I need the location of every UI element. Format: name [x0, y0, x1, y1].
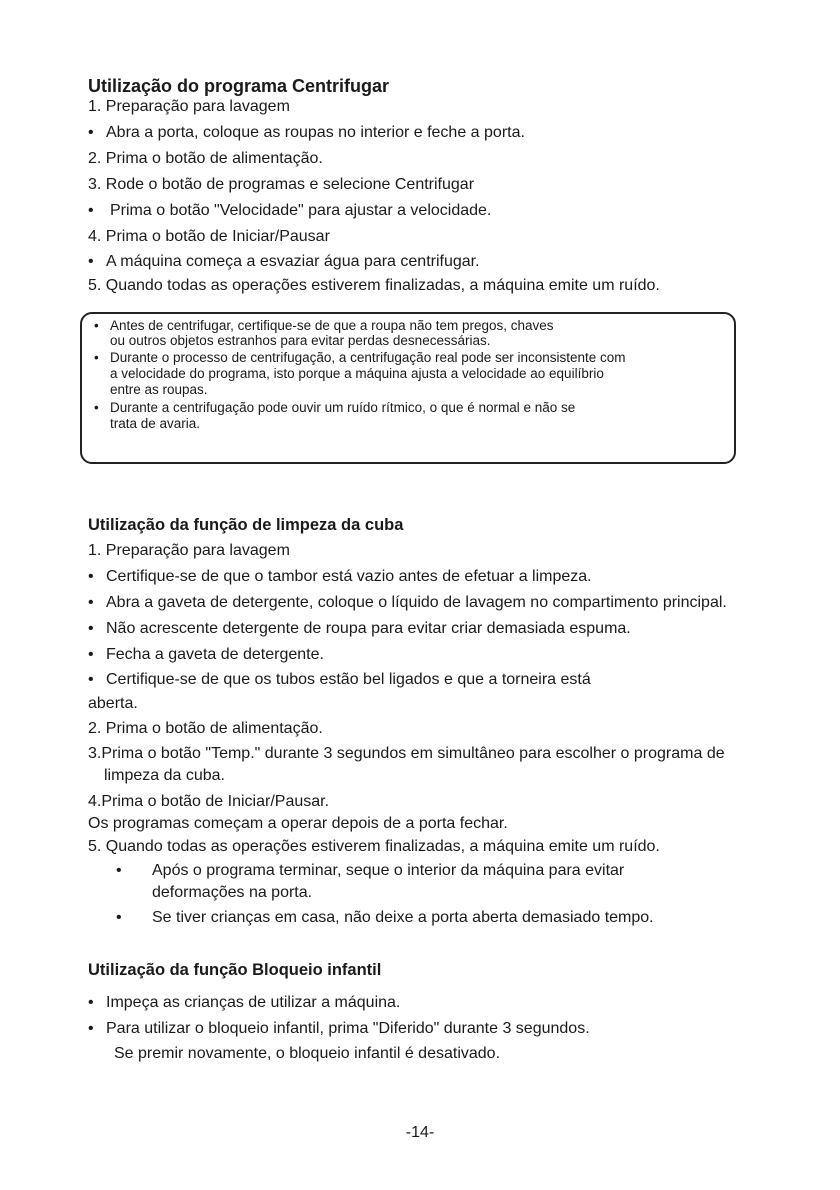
tub-bullet-4-text: Fecha a gaveta de detergente. — [106, 646, 324, 663]
tub-bullet-4: • Fecha a gaveta de detergente. — [88, 646, 324, 663]
tub-bullet-1-text: Certifique-se de que o tambor está vazio antes de efetuar a limpeza. — [106, 568, 592, 585]
note-box — [80, 312, 736, 464]
tub-sub-bullet-2: • Se tiver crianças em casa, não deixe a porta aberta demasiado tempo. — [116, 909, 654, 926]
tub-sub-bullet-1-cont: deformações na porta. — [152, 884, 313, 901]
lock-bullet-1: • Impeça as crianças de utilizar a máquina. — [88, 994, 401, 1011]
spin-bullet-1: • Abra a porta, coloque as roupas no interior e feche a porta. — [88, 124, 525, 141]
lock-bullet-2: • Para utilizar o bloqueio infantil, prima "Diferido" durante 3 segundos. — [88, 1020, 590, 1037]
section-title-child-lock: Utilização da função Bloqueio infantil — [88, 961, 382, 979]
tub-step-3-cont: limpeza da cuba. — [104, 767, 225, 784]
spin-bullet-3-text: A máquina começa a esvaziar água para centrifugar. — [106, 253, 480, 270]
tub-bullet-2-text: Abra a gaveta de detergente, coloque o líquido de lavagem no compartimento principal. — [106, 594, 727, 611]
tub-step-3: 3.Prima o botão "Temp." durante 3 segundos em simultâneo para escolher o programa de — [88, 745, 725, 762]
tub-sub-bullet-2-text: Se tiver crianças em casa, não deixe a porta aberta demasiado tempo. — [152, 909, 654, 926]
spin-step-3: 3. Rode o botão de programas e selecione Centrifugar — [88, 176, 475, 193]
spin-step-5: 5. Quando todas as operações estiverem finalizadas, a máquina emite um ruído. — [88, 277, 660, 294]
tub-bullet-3: • Não acrescente detergente de roupa para evitar criar demasiada espuma. — [88, 620, 631, 637]
spin-bullet-3: • A máquina começa a esvaziar água para centrifugar. — [88, 253, 480, 270]
tub-bullet-5-text: Certifique-se de que os tubos estão bel ligados e que a torneira está — [106, 671, 591, 688]
spin-step-4: 4. Prima o botão de Iniciar/Pausar — [88, 228, 330, 245]
spin-bullet-1-text: Abra a porta, coloque as roupas no interior e feche a porta. — [106, 124, 525, 141]
lock-line-cont: Se premir novamente, o bloqueio infantil é desativado. — [114, 1045, 501, 1062]
tub-sub-bullet-1: • Após o programa terminar, seque o interior da máquina para evitar — [116, 862, 625, 879]
note-line-7: trata de avaria. — [110, 416, 201, 431]
section-title-tub-clean: Utilização da função de limpeza da cuba — [88, 516, 404, 534]
tub-bullet-2: • Abra a gaveta de detergente, coloque o líquido de lavagem no compartimento principal. — [88, 594, 727, 611]
tub-step-2: 2. Prima o botão de alimentação. — [88, 720, 323, 737]
tub-bullet-1: • Certifique-se de que o tambor está vazio antes de efetuar a limpeza. — [88, 568, 592, 585]
note-line-5: entre as roupas. — [110, 382, 208, 397]
tub-step-5: 5. Quando todas as operações estiverem finalizadas, a máquina emite um ruído. — [88, 838, 660, 855]
tub-sub-bullet-1-text: Após o programa terminar, seque o interior da máquina para evitar — [152, 862, 625, 879]
note-line-6: • Durante a centrifugação pode ouvir um ruído rítmico, o que é normal e não se — [94, 400, 576, 415]
section-title-spin: Utilização do programa Centrifugar — [88, 76, 390, 96]
spin-step-2: 2. Prima o botão de alimentação. — [88, 150, 323, 167]
note-line-3: • Durante o processo de centrifugação, a centrifugação real pode ser inconsistente com — [94, 350, 626, 365]
note-line-2: ou outros objetos estranhos para evitar perdas desnecessárias. — [110, 333, 491, 348]
note-line-1-text: Antes de centrifugar, certifique-se de que a roupa não tem pregos, chaves — [110, 318, 554, 333]
spin-bullet-2-text: Prima o botão "Velocidade" para ajustar a velocidade. — [110, 202, 492, 219]
lock-bullet-2-text: Para utilizar o bloqueio infantil, prima "Diferido" durante 3 segundos. — [106, 1020, 590, 1037]
note-line-4: a velocidade do programa, isto porque a máquina ajusta a velocidade ao equilíbrio — [110, 366, 604, 381]
spin-step-1: 1. Preparação para lavagem — [88, 98, 290, 115]
note-line-1: • Antes de centrifugar, certifique-se de que a roupa não tem pregos, chaves — [94, 318, 554, 333]
tub-bullet-5: • Certifique-se de que os tubos estão bel ligados e que a torneira está — [88, 671, 591, 688]
tub-bullet-3-text: Não acrescente detergente de roupa para evitar criar demasiada espuma. — [106, 620, 631, 637]
lock-bullet-1-text: Impeça as crianças de utilizar a máquina. — [106, 994, 401, 1011]
tub-programs-start: Os programas começam a operar depois de a porta fechar. — [88, 815, 508, 832]
tub-line-1: 1. Preparação para lavagem — [88, 542, 290, 559]
note-line-3-text: Durante o processo de centrifugação, a centrifugação real pode ser inconsistente com — [110, 350, 626, 365]
tub-line-aberta: aberta. — [88, 695, 138, 712]
spin-bullet-2: • Prima o botão "Velocidade" para ajustar a velocidade. — [88, 202, 492, 219]
tub-step-4: 4.Prima o botão de Iniciar/Pausar. — [88, 793, 330, 810]
note-line-6-text: Durante a centrifugação pode ouvir um ruído rítmico, o que é normal e não se — [110, 400, 576, 415]
page-number: -14- — [405, 1124, 435, 1141]
